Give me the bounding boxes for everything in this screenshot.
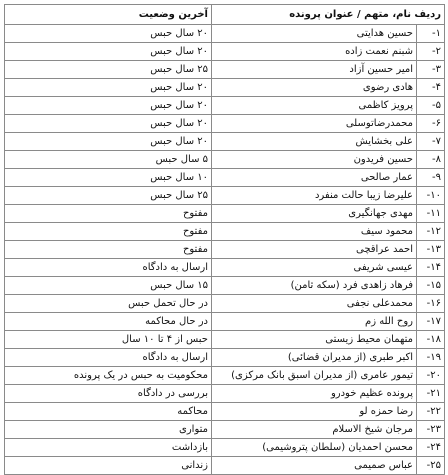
- row-index: ۴-: [417, 79, 445, 97]
- row-name: روح الله زم: [212, 313, 417, 331]
- row-index: ۱۶-: [417, 295, 445, 313]
- row-index: ۲۴-: [417, 439, 445, 457]
- row-index: ۱۱-: [417, 205, 445, 223]
- row-status: ۱۵ سال حبس: [5, 277, 212, 295]
- row-status: ۲۵ سال حبس: [5, 61, 212, 79]
- row-name: تیمور عامری (از مدیران اسبق بانک مرکزی): [212, 367, 417, 385]
- row-status: در حال محاکمه: [5, 313, 212, 331]
- row-index: ۸-: [417, 151, 445, 169]
- table-row: [5, 151, 445, 169]
- row-index: ۱۸-: [417, 331, 445, 349]
- table-body: [5, 25, 445, 475]
- row-name: مهدی جهانگیری: [212, 205, 417, 223]
- row-index: ۱۴-: [417, 259, 445, 277]
- row-status: زندانی: [5, 457, 212, 475]
- table-row: [5, 349, 445, 367]
- row-status: ۱۰ سال حبس: [5, 169, 212, 187]
- row-index: ۶-: [417, 115, 445, 133]
- row-status: مفتوح: [5, 223, 212, 241]
- row-name: عمار صالحی: [212, 169, 417, 187]
- row-status: مفتوح: [5, 241, 212, 259]
- row-status: بررسی در دادگاه: [5, 385, 212, 403]
- row-status: ۲۰ سال حبس: [5, 115, 212, 133]
- row-status: ۲۰ سال حبس: [5, 25, 212, 43]
- cases-table: [4, 4, 445, 475]
- row-name: احمد عراقچی: [212, 241, 417, 259]
- row-status: محکومیت به حبس در یک پرونده: [5, 367, 212, 385]
- row-status: در حال تحمل حبس: [5, 295, 212, 313]
- table-row: [5, 115, 445, 133]
- table-row: [5, 25, 445, 43]
- row-index: ۱۰-: [417, 187, 445, 205]
- row-name: امیر حسین آزاد: [212, 61, 417, 79]
- row-status: ارسال به دادگاه: [5, 259, 212, 277]
- row-index: ۲۰-: [417, 367, 445, 385]
- table-row: [5, 169, 445, 187]
- row-index: ۲۱-: [417, 385, 445, 403]
- row-status: ۲۰ سال حبس: [5, 79, 212, 97]
- row-index: ۱-: [417, 25, 445, 43]
- row-name: مرجان شیخ الاسلام: [212, 421, 417, 439]
- row-index: ۱۳-: [417, 241, 445, 259]
- table-row: [5, 403, 445, 421]
- table-row: [5, 79, 445, 97]
- row-name: محمدعلی نجفی: [212, 295, 417, 313]
- row-status: ۲۰ سال حبس: [5, 97, 212, 115]
- row-name: علی بخشایش: [212, 133, 417, 151]
- row-index: ۱۲-: [417, 223, 445, 241]
- table-row: [5, 97, 445, 115]
- row-index: ۱۵-: [417, 277, 445, 295]
- row-name: حسین فریدون: [212, 151, 417, 169]
- row-status: حبس از ۴ تا ۱۰ سال: [5, 331, 212, 349]
- table-row: [5, 295, 445, 313]
- row-name: فرهاد زاهدی فرد (سکه ثامن): [212, 277, 417, 295]
- table-row: [5, 61, 445, 79]
- row-name: محمدرضاتوسلی: [212, 115, 417, 133]
- row-index: ۲۵-: [417, 457, 445, 475]
- row-name: شبنم نعمت زاده: [212, 43, 417, 61]
- row-name: حسین هدایتی: [212, 25, 417, 43]
- row-status: ۲۰ سال حبس: [5, 133, 212, 151]
- row-index: ۲۲-: [417, 403, 445, 421]
- table-row: [5, 439, 445, 457]
- table-row: [5, 259, 445, 277]
- row-index: ۹-: [417, 169, 445, 187]
- row-status: ارسال به دادگاه: [5, 349, 212, 367]
- table-row: [5, 205, 445, 223]
- table-row: [5, 187, 445, 205]
- row-status: مفتوح: [5, 205, 212, 223]
- table-row: [5, 277, 445, 295]
- table-header-row: [5, 5, 445, 25]
- row-status: ۲۰ سال حبس: [5, 43, 212, 61]
- table-row: [5, 241, 445, 259]
- row-status: ۲۵ سال حبس: [5, 187, 212, 205]
- table-row: [5, 313, 445, 331]
- table-row: [5, 367, 445, 385]
- table-row: [5, 133, 445, 151]
- header-index-name: ردیف نام، متهم / عنوان پرونده: [212, 5, 445, 25]
- row-name: علیرضا زیبا حالت منفرد: [212, 187, 417, 205]
- table-row: [5, 385, 445, 403]
- row-status: متواری: [5, 421, 212, 439]
- row-index: ۱۷-: [417, 313, 445, 331]
- table-row: [5, 331, 445, 349]
- row-name: پرویز کاظمی: [212, 97, 417, 115]
- row-name: پرونده عظیم خودرو: [212, 385, 417, 403]
- row-name: محمود سیف: [212, 223, 417, 241]
- row-index: ۵-: [417, 97, 445, 115]
- row-name: اکبر طبری (از مدیران قضائی): [212, 349, 417, 367]
- table-row: [5, 43, 445, 61]
- row-status: ۵ سال حبس: [5, 151, 212, 169]
- row-name: عباس صمیمی: [212, 457, 417, 475]
- row-name: هادی رضوی: [212, 79, 417, 97]
- header-status: آخرین وضعیت: [5, 5, 212, 25]
- row-name: رضا حمزه لو: [212, 403, 417, 421]
- table-row: [5, 223, 445, 241]
- row-index: ۷-: [417, 133, 445, 151]
- row-name: محسن احمدیان (سلطان پتروشیمی): [212, 439, 417, 457]
- row-name: متهمان محیط زیستی: [212, 331, 417, 349]
- row-name: عیسی شریفی: [212, 259, 417, 277]
- row-index: ۳-: [417, 61, 445, 79]
- row-status: بازداشت: [5, 439, 212, 457]
- row-index: ۲۳-: [417, 421, 445, 439]
- row-index: ۲-: [417, 43, 445, 61]
- table-row: [5, 421, 445, 439]
- row-index: ۱۹-: [417, 349, 445, 367]
- row-status: محاکمه: [5, 403, 212, 421]
- table-row: [5, 457, 445, 475]
